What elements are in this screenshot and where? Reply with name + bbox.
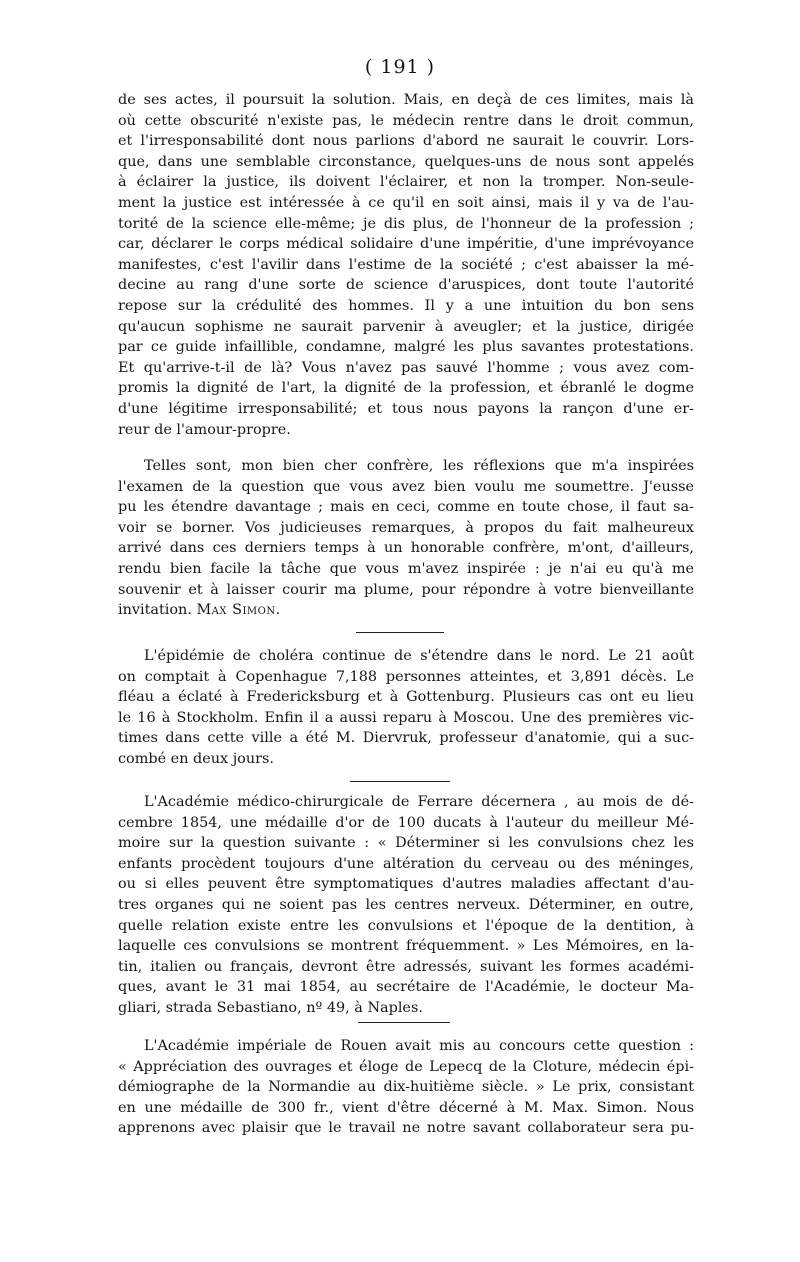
page-number: ( 191 ) [364, 56, 436, 78]
text-line: car, déclarer le corps médical solidaire d'une impéritie, d'une imprévoyance [118, 236, 694, 253]
text-line: decine au rang d'une sorte de science d'aruspices, dont toute l'autorité [118, 277, 694, 294]
text-line: L'Académie impériale de Rouen avait mis au concours cette question : [144, 1038, 694, 1054]
text-line: laquelle ces convulsions se montrent fréquemment. » Les Mémoires, en la- [118, 938, 694, 955]
text-line: et l'irresponsabilité dont nous parlions d'abord ne saurait le couvrir. Lors- [118, 133, 694, 150]
text-line: tres organes qui ne soient pas les centres nerveux. Déterminer, en outre, [118, 896, 694, 913]
text-line: apprenons avec plaisir que le travail ne notre savant collaborateur sera pu- [118, 1120, 694, 1137]
text-line: Et qu'arrive-t-il de là? Vous n'avez pas sauvé l'homme ; vous avez com- [118, 359, 694, 376]
text-line: par ce guide infaillible, condamne, malgré les plus savantes protestations. [118, 339, 694, 356]
letter-paragraph-2 [118, 456, 694, 621]
text-line: quelle relation existe entre les convulsions et l'époque de la dentition, à [118, 917, 694, 934]
text-line: de ses actes, il poursuit la solution. Mais, en deçà de ces limites, mais là [118, 92, 694, 108]
text-line: torité de la science elle-même; je dis plus, de l'honneur de la profession ; [118, 215, 694, 232]
news-cholera [118, 646, 694, 770]
text-line: manifestes, c'est l'avilir dans l'estime de la société ; c'est abaisser la mé- [118, 256, 694, 273]
news-rouen-prize [118, 1036, 694, 1139]
text-line: reur de l'amour-propre. [118, 421, 291, 438]
text-line: qu'aucun sophisme ne saurait parvenir à aveugler; et la justice, dirigée [118, 318, 694, 335]
news-ferrare-prize [118, 792, 694, 1019]
text-line: moire sur la question suivante : « Déterminer si les convulsions chez les [118, 835, 694, 852]
text-line: cembre 1854, une médaille d'or de 100 ducats à l'auteur du meilleur Mé- [118, 814, 694, 831]
author-signature: Max Simon. [196, 602, 281, 619]
text-line: gliari, strada Sebastiano, nº 49, à Naples. [118, 999, 423, 1016]
text-line: arrivé dans ces derniers temps à un honorable confrère, m'ont, d'ailleurs, [118, 540, 694, 557]
section-divider [358, 1022, 450, 1023]
text-line: ou si elles peuvent être symptomatiques d'autres maladies affectant d'au- [118, 876, 694, 893]
section-divider [356, 632, 444, 633]
text-line: promis la dignité de l'art, la dignité de la profession, et ébranlé le dogme [118, 380, 694, 397]
text-line: « Appréciation des ouvrages et éloge de Lepecq de la Cloture, médecin épi- [118, 1058, 694, 1075]
text-line: combé en deux jours. [118, 750, 274, 767]
text-line: en une médaille de 300 fr., vient d'être décerné à M. Max. Simon. Nous [118, 1099, 694, 1116]
text-line: fléau a éclaté à Fredericksburg et à Gottenburg. Plusieurs cas ont eu lieu [118, 689, 694, 706]
text-line: l'examen de la question que vous avez bien voulu me soumettre. J'eusse [118, 478, 694, 495]
text-line: tin, italien ou français, devront être adressés, suivant les formes académi- [118, 958, 694, 975]
text-line: ques, avant le 31 mai 1854, au secrétaire de l'Académie, le docteur Ma- [118, 979, 694, 996]
text-line: enfants procèdent toujours d'une altération du cerveau ou des méninges, [118, 855, 694, 872]
text-line: d'une légitime irresponsabilité; et tous nous payons la rançon d'une er- [118, 400, 694, 417]
text-line: que, dans une semblable circonstance, quelques-uns de nous sont appelés [118, 153, 694, 170]
text-line: ment la justice est intéressée à ce qu'il en soit ainsi, mais il y va de l'au- [118, 194, 694, 211]
section-divider [350, 781, 450, 782]
text-line: le 16 à Stockholm. Enfin il a aussi reparu à Moscou. Une des premières vic- [118, 709, 694, 726]
text-line: L'Académie médico-chirurgicale de Ferrare décernera , au mois de dé- [144, 794, 694, 810]
text-line: à éclairer la justice, ils doivent l'éclairer, et non la tromper. Non-seule- [118, 174, 694, 191]
text-line: times dans cette ville a été M. Diervruk, professeur d'anatomie, qui a suc- [118, 730, 694, 747]
letter-paragraph-1 [118, 90, 694, 440]
text-line: démiographe de la Normandie au dix-huitième siècle. » Le prix, consistant [118, 1079, 694, 1096]
text-line: on comptait à Copenhague 7,188 personnes atteintes, et 3,891 décès. Le [118, 668, 694, 685]
text-line: voir se borner. Vos judicieuses remarques, à propos du fait malheureux [118, 519, 694, 536]
text-line: repose sur la crédulité des hommes. Il y a une intuition du bon sens [118, 297, 694, 314]
text-line: L'épidémie de choléra continue de s'étendre dans le nord. Le 21 août [144, 648, 694, 664]
closing-line [118, 600, 694, 621]
text-line: souvenir et à laisser courir ma plume, pour répondre à votre bienveillante [118, 581, 694, 598]
text-line: Telles sont, mon bien cher confrère, les réflexions que m'a inspirées [144, 458, 694, 474]
closing-word: invitation. [118, 602, 192, 619]
text-line: rendu bien facile la tâche que vous m'avez inspirée : je n'ai eu qu'à me [118, 560, 694, 577]
text-line: où cette obscurité n'existe pas, le médecin rentre dans le droit commun, [118, 112, 694, 129]
text-line: pu les étendre davantage ; mais en ceci, comme en toute chose, il faut sa- [118, 499, 694, 516]
